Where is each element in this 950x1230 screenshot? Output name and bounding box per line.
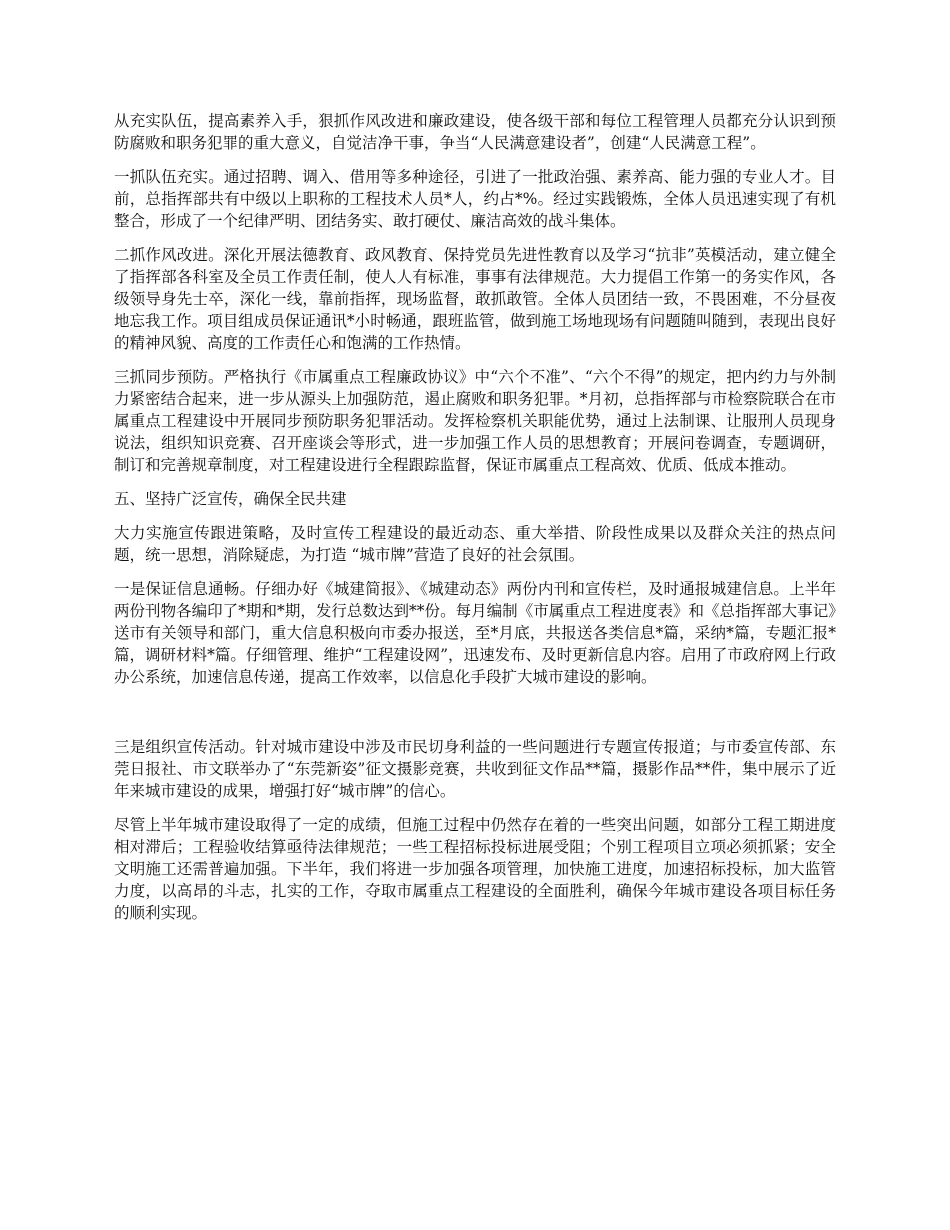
paragraph-publicity: 大力实施宣传跟进策略，及时宣传工程建设的最近动态、重大举措、阶段性成果以及群众关注的热点问题，统一思想，消除疑虑，为打造 “城市牌”营造了良好的社会氛围。 xyxy=(114,524,836,564)
paragraph-style: 二抓作风改进。深化开展法德教育、政风教育、保持党员先进性教育以及学习“抗非”英模活动，建立健全了指挥部各科室及全员工作责任制，使人人有标准，事事有法律规范。大力提倡工作第一的务实作风，各级领导身先士卒，深化一线，靠前指挥，现场监督，敢抓敢管。全体人员团结一致，不畏困难，不分昼夜地忘我工作。项目组成员保证通讯*小时畅通，跟班监管，做到施工场地现场有问题随叫随到，表现出良好的精神风貌、高度的工作责任心和饱满的工作热情。 xyxy=(114,246,836,352)
paragraph-activities: 三是组织宣传活动。针对城市建设中涉及市民切身利益的一些问题进行专题宣传报道；与市委宣传部、东莞日报社、市文联举办了“东莞新姿”征文摄影竞赛，共收到征文作品**篇，摄影作品**件，集中展示了近年来城市建设的成果，增强打好“城市牌”的信心。 xyxy=(114,738,836,800)
paragraph-intro: 从充实队伍，提高素养入手，狠抓作风改进和廉政建设，使各级干部和每位工程管理人员都充分认识到预防腐败和职务犯罪的重大意义，自觉洁净干事，争当“人民满意建设者”，创建“人民满意工程”。 xyxy=(114,112,836,152)
paragraph-team: 一抓队伍充实。通过招聘、调入、借用等多种途径，引进了一批政治强、素养高、能力强的专业人才。目前，总指挥部共有中级以上职称的工程技术人员*人，约占*%。经过实践锻炼，全体人员迅速实现了有机整合，形成了一个纪律严明、团结务实、敢打硬仗、廉洁高效的战斗集体。 xyxy=(114,168,836,230)
paragraph-conclusion: 尽管上半年城市建设取得了一定的成绩，但施工过程中仍然存在着的一些突出问题，如部分工程工期进度相对滞后；工程验收结算亟待法律规范；一些工程招标投标进展受阻；个别工程项目立项必须抓紧；安全文明施工还需普遍加强。下半年，我们将进一步加强各项管理，加快施工进度，加速招标投标，加大监管力度，以高昂的斗志，扎实的工作，夺取市属重点工程建设的全面胜利，确保今年城市建设各项目标任务的顺利实现。 xyxy=(114,816,836,922)
paragraph-information: 一是保证信息通畅。仔细办好《城建简报》、《城建动态》两份内刊和宣传栏，及时通报城建信息。上半年两份刊物各编印了*期和*期，发行总数达到**份。每月编制《市属重点工程进度表》和《总指挥部大事记》送市有关领导和部门，重大信息积极向市委办报送，至*月底，共报送各类信息*篇，采纳*篇，专题汇报*篇，调研材料*篇。仔细管理、维护“工程建设网”，迅速发布、及时更新信息内容。启用了市政府网上行政办公系统，加速信息传递，提高工作效率，以信息化手段扩大城市建设的影响。 xyxy=(114,580,836,686)
paragraph-prevention: 三抓同步预防。严格执行《市属重点工程廉政协议》中“六个不准”、“六个不得”的规定，把内约力与外制力紧密结合起来，进一步从源头上加强防范，遏止腐败和职务犯罪。*月初，总指挥部与市检察院联合在市属重点工程建设中开展同步预防职务犯罪活动。发挥检察机关职能优势，通过上法制课、让服刑人员现身说法，组织知识竞赛、召开座谈会等形式，进一步加强工作人员的思想教育；开展问卷调查，专题调研，制订和完善规章制度，对工程建设进行全程跟踪监督，保证市属重点工程高效、优质、低成本推动。 xyxy=(114,368,836,474)
section-heading: 五、坚持广泛宣传，确保全民共建 xyxy=(114,490,347,508)
blank-gap xyxy=(114,700,836,736)
document-body xyxy=(114,110,836,936)
